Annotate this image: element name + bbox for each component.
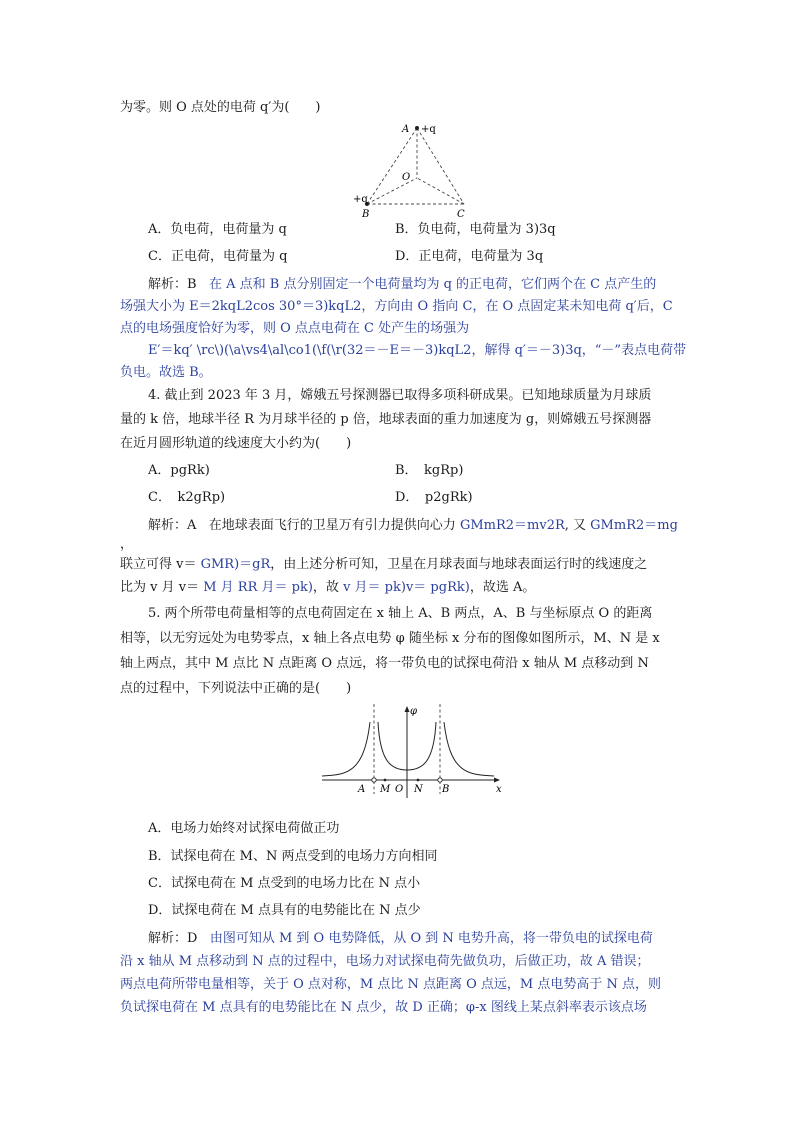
edge-ac — [417, 128, 464, 204]
q3-solution-label: 解析：B — [148, 277, 197, 292]
q4-solution-line3: 联立可得 v＝ GMR)＝gR，由上述分析可知，卫星在月球表面与地球表面运行时的线速度之 — [120, 557, 648, 572]
q4-solution-line1: 解析：A 在地球表面飞行的卫星万有引力提供向心力 GMmR2＝mv2R, 又 GMmR2＝mg — [148, 518, 678, 533]
vertex-a-label: A — [402, 124, 410, 135]
q5-option-a: A．电场力始终对试探电荷做正功 — [148, 821, 340, 836]
segment-co — [417, 178, 464, 204]
q3-option-b: B．负电荷，电荷量为 3)3q — [395, 222, 556, 237]
charge-a-label: +q — [421, 124, 436, 135]
q4-solution-line4: 比为 v 月 v＝ M 月 RR 月＝ pk)，故 v 月＝ pk)v＝ pgRk)，故选 A。 — [120, 580, 536, 595]
curve-right-of-b — [444, 722, 494, 776]
graph-label-a: A — [358, 784, 366, 795]
graph-label-o: O — [395, 784, 404, 795]
x-axis-label: x — [496, 784, 502, 795]
q5-stem-line3: 轴上两点，其中 M 点比 N 点距离 O 点远，将一带负电的试探电荷沿 x 轴从 M 点移动到 N — [120, 656, 649, 671]
q4-option-d: D． p2gRk) — [395, 490, 473, 505]
phi-axis-arrow — [405, 706, 410, 712]
q5-option-b: B．试探电荷在 M、N 两点受到的电场力方向相同 — [148, 849, 438, 864]
triangle-charge-figure — [340, 118, 480, 222]
q5-option-d: D．试探电荷在 M 点具有的电势能比在 N 点少 — [148, 903, 421, 918]
q4-stem-line2: 量的 k 倍，地球半径 R 为月球半径的 p 倍，地球表面的重力加速度为 g，则嫦娥五号探测器 — [120, 412, 652, 427]
point-n-marker — [417, 779, 420, 782]
vertex-b-label: B — [362, 209, 370, 220]
q3-solution-line4: E′＝kq′ \rc\)(\a\vs4\al\co1(\f(\r(32＝－E＝－3)kqL2，解得 q′＝－3)3q，“－”表点电荷带 — [148, 343, 687, 358]
edge-ab — [367, 128, 417, 204]
q3-solution-line3: 点的电场强度恰好为零，则 O 点点电荷在 C 处产生的场强为 — [120, 321, 470, 336]
q4-option-a: A．pgRk) — [148, 463, 210, 478]
q4-stem-line3: 在近月圆形轨道的线速度大小约为( ) — [120, 436, 352, 451]
q3-option-c: C．正电荷，电荷量为 q — [148, 249, 288, 264]
q5-solution-label: 解析：D — [148, 931, 198, 946]
q3-solution-line5: 负电。故选 B。 — [120, 365, 212, 380]
point-a-marker — [372, 778, 376, 782]
q4-stem-line1: 4. 截止到 2023 年 3 月，嫦娥五号探测器已取得多项科研成果。已知地球质量为月球质 — [148, 388, 652, 403]
q3-solution-line1: 解析：B 在 A 点和 B 点分别固定一个电荷量均为 q 的正电荷，它们两个在 C 点产生的 — [148, 277, 657, 292]
q3-option-d: D．正电荷，电荷量为 3q — [395, 249, 544, 264]
q5-solution-line3: 两点电荷所带电量相等，关于 O 点对称，M 点比 N 点距离 O 点远，M 点电势高于 N 点，则 — [120, 977, 662, 992]
q3-intro-tail: 为零。则 O 点处的电荷 q′为( ) — [120, 100, 321, 115]
phi-axis-label: φ — [410, 706, 418, 717]
vertex-c-label: C — [457, 209, 465, 220]
q5-stem-line1: 5. 两个所带电荷量相等的点电荷固定在 x 轴上 A、B 两点，A、B 与坐标原点 O 的距离 — [148, 606, 653, 621]
q5-stem-line2: 相等，以无穷远处为电势零点，x 轴上各点电势 φ 随坐标 x 分布的图像如图所示，M、N 是 x — [120, 631, 660, 646]
charge-a-dot — [415, 126, 419, 130]
q3-option-a: A．负电荷，电荷量为 q — [148, 222, 287, 237]
graph-label-m: M — [380, 784, 391, 795]
q5-solution-line1: 解析：D 由图可知从 M 到 O 电势降低，从 O 到 N 电势升高，将一带负电的试探电荷 — [148, 931, 653, 946]
point-m-marker — [384, 779, 387, 782]
graph-label-b: B — [442, 784, 450, 795]
q5-stem-line4: 点的过程中，下列说法中正确的是( ) — [120, 681, 352, 696]
charge-b-label: +q — [353, 194, 368, 205]
q5-option-c: C．试探电荷在 M 点受到的电场力比在 N 点小 — [148, 876, 421, 891]
graph-label-n: N — [414, 784, 423, 795]
potential-graph — [318, 702, 508, 802]
q5-solution-line2: 沿 x 轴从 M 点移动到 N 点的过程中，电场力对试探电荷先做负功，后做正功，故 A 错误； — [120, 954, 650, 969]
q4-option-c: C． k2gRp) — [148, 490, 226, 505]
curve-left-of-a — [322, 722, 370, 776]
q4-option-b: B． kgRp) — [395, 463, 464, 478]
q5-solution-line4: 负试探电荷在 M 点具有的电势能比在 N 点少，故 D 正确；φ-x 图线上某点斜率表示该点场 — [120, 1000, 647, 1015]
x-axis-arrow — [494, 778, 500, 783]
point-o-label: O — [402, 172, 411, 183]
q4-solution-label: 解析：A — [148, 518, 197, 533]
q4-solution-line2: ， — [120, 537, 134, 552]
q3-solution-line2: 场强大小为 E＝2kqL2cos 30°＝3)kqL2，方向由 O 指向 C，在 O 点固定某未知电荷 q′后，C — [120, 299, 673, 314]
point-b-marker — [438, 778, 442, 782]
